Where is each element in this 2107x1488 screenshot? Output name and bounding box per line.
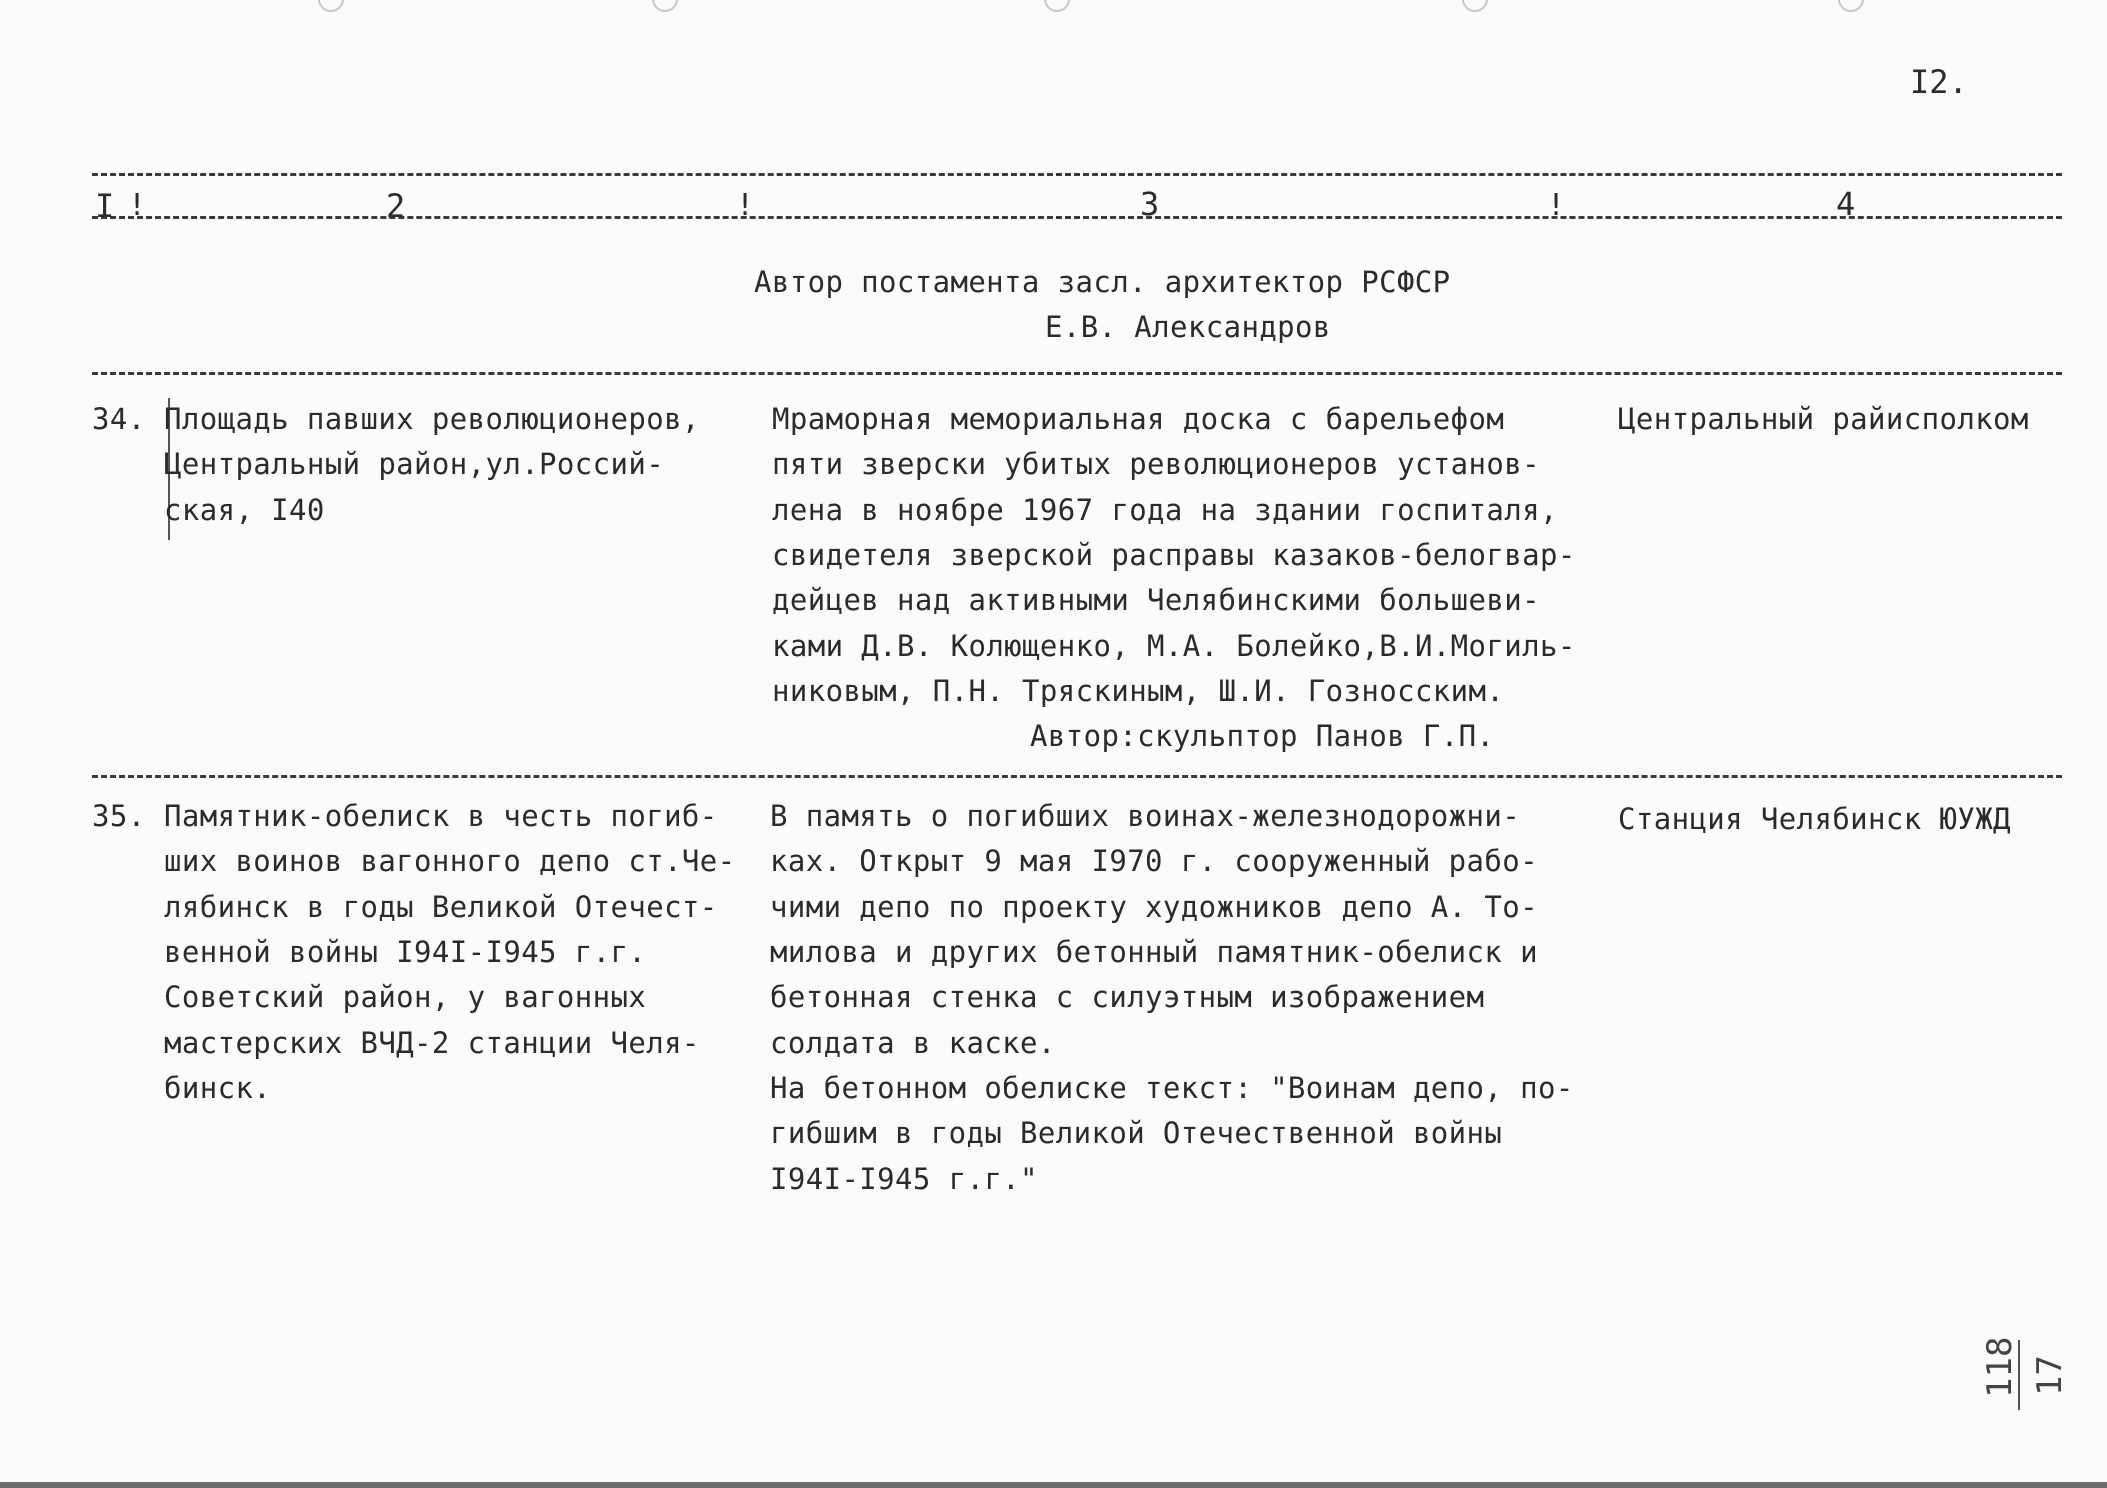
entry-description-line: гибшим в годы Великой Отечественной войны <box>770 1116 1503 1150</box>
entry-location-line: Советский район, у вагонных <box>164 980 647 1014</box>
margin-annotation-rule <box>2018 1340 2020 1410</box>
column-number-4: 4 <box>1836 185 1856 223</box>
entry-location-line: бинск. <box>164 1071 272 1105</box>
entry-description-line: свидетеля зверской расправы казаков-белогвар- <box>772 538 1576 572</box>
author-note-line-2: Е.В. Александров <box>1045 310 1331 344</box>
table-top-rule <box>92 173 2062 176</box>
entry-location-line: ших воинов вагонного депо ст.Че- <box>164 844 736 878</box>
entry-description-line: бетонная стенка с силуэтным изображением <box>770 980 1485 1014</box>
entry-number: 35. <box>92 799 146 833</box>
entry-description-line: солдата в каске. <box>770 1026 1056 1060</box>
entry-location-line: Площадь павших революционеров, <box>164 402 700 436</box>
entry-location-line: Памятник-обелиск в честь погиб- <box>164 799 718 833</box>
punch-hole <box>652 0 678 12</box>
entry-description-line: I94I-I945 г.г." <box>770 1162 1038 1196</box>
entry-location-line: лябинск в годы Великой Отечест- <box>164 890 718 924</box>
entry-description-line: На бетонном обелиске текст: "Воинам депо, по- <box>770 1071 1574 1105</box>
punch-hole <box>1044 0 1070 12</box>
punch-hole <box>1838 0 1864 12</box>
punch-hole <box>318 0 344 12</box>
column-number-1: I <box>95 187 115 225</box>
entry-description-line: милова и других бетонный памятник-обелиск и <box>770 935 1538 969</box>
author-note-line-1: Автор постамента засл. архитектор РСФСР <box>754 265 1451 299</box>
entry-description-line: дейцев над активными Челябинскими большеви- <box>772 583 1540 617</box>
entry-author: Автор:скульптор Панов Г.П. <box>1030 719 1495 753</box>
page-number: I2. <box>1910 63 1968 101</box>
column-number-3: 3 <box>1140 185 1160 223</box>
row-separator <box>92 775 2062 778</box>
entry-location-line: Центральный район,ул.Россий- <box>164 447 665 481</box>
entry-location-line: мастерских ВЧД-2 станции Челя- <box>164 1026 700 1060</box>
entry-location-line: ская, I40 <box>164 493 325 527</box>
entry-organization: Центральный райисполком <box>1618 402 2029 436</box>
archive-sheet-number: 118 <box>1980 1336 2020 1398</box>
entry-number: 34. <box>92 402 146 436</box>
column-number-2: 2 <box>386 187 406 225</box>
row-separator <box>92 372 2062 375</box>
punch-hole <box>1462 0 1488 12</box>
archive-sheet-number: 17 <box>2030 1355 2070 1396</box>
scan-bottom-edge <box>0 1482 2107 1488</box>
entry-organization: Станция Челябинск ЮУЖД <box>1618 802 2011 836</box>
entry-description-line: никовым, П.Н. Тряскиным, Ш.И. Гозносским. <box>772 674 1505 708</box>
entry-description-line: В память о погибших воинах-железнодорожни- <box>770 799 1521 833</box>
entry-location-line: венной войны I94I-I945 г.г. <box>164 935 647 969</box>
entry-description-line: пяти зверски убитых революционеров установ- <box>772 447 1540 481</box>
entry-description-line: лена в ноябре 1967 года на здании госпиталя, <box>772 493 1558 527</box>
column-separator: ! <box>736 188 755 223</box>
entry-description-line: чими депо по проекту художников депо А. То- <box>770 890 1538 924</box>
entry-description-line: ках. Открыт 9 мая I970 г. сооруженный рабо- <box>770 844 1538 878</box>
entry-description-line: ками Д.В. Колющенко, М.А. Болейко,В.И.Могиль- <box>772 629 1576 663</box>
entry-description-line: Мраморная мемориальная доска с барельефом <box>772 402 1505 436</box>
column-separator: ! <box>128 188 147 223</box>
column-separator: ! <box>1547 188 1566 223</box>
